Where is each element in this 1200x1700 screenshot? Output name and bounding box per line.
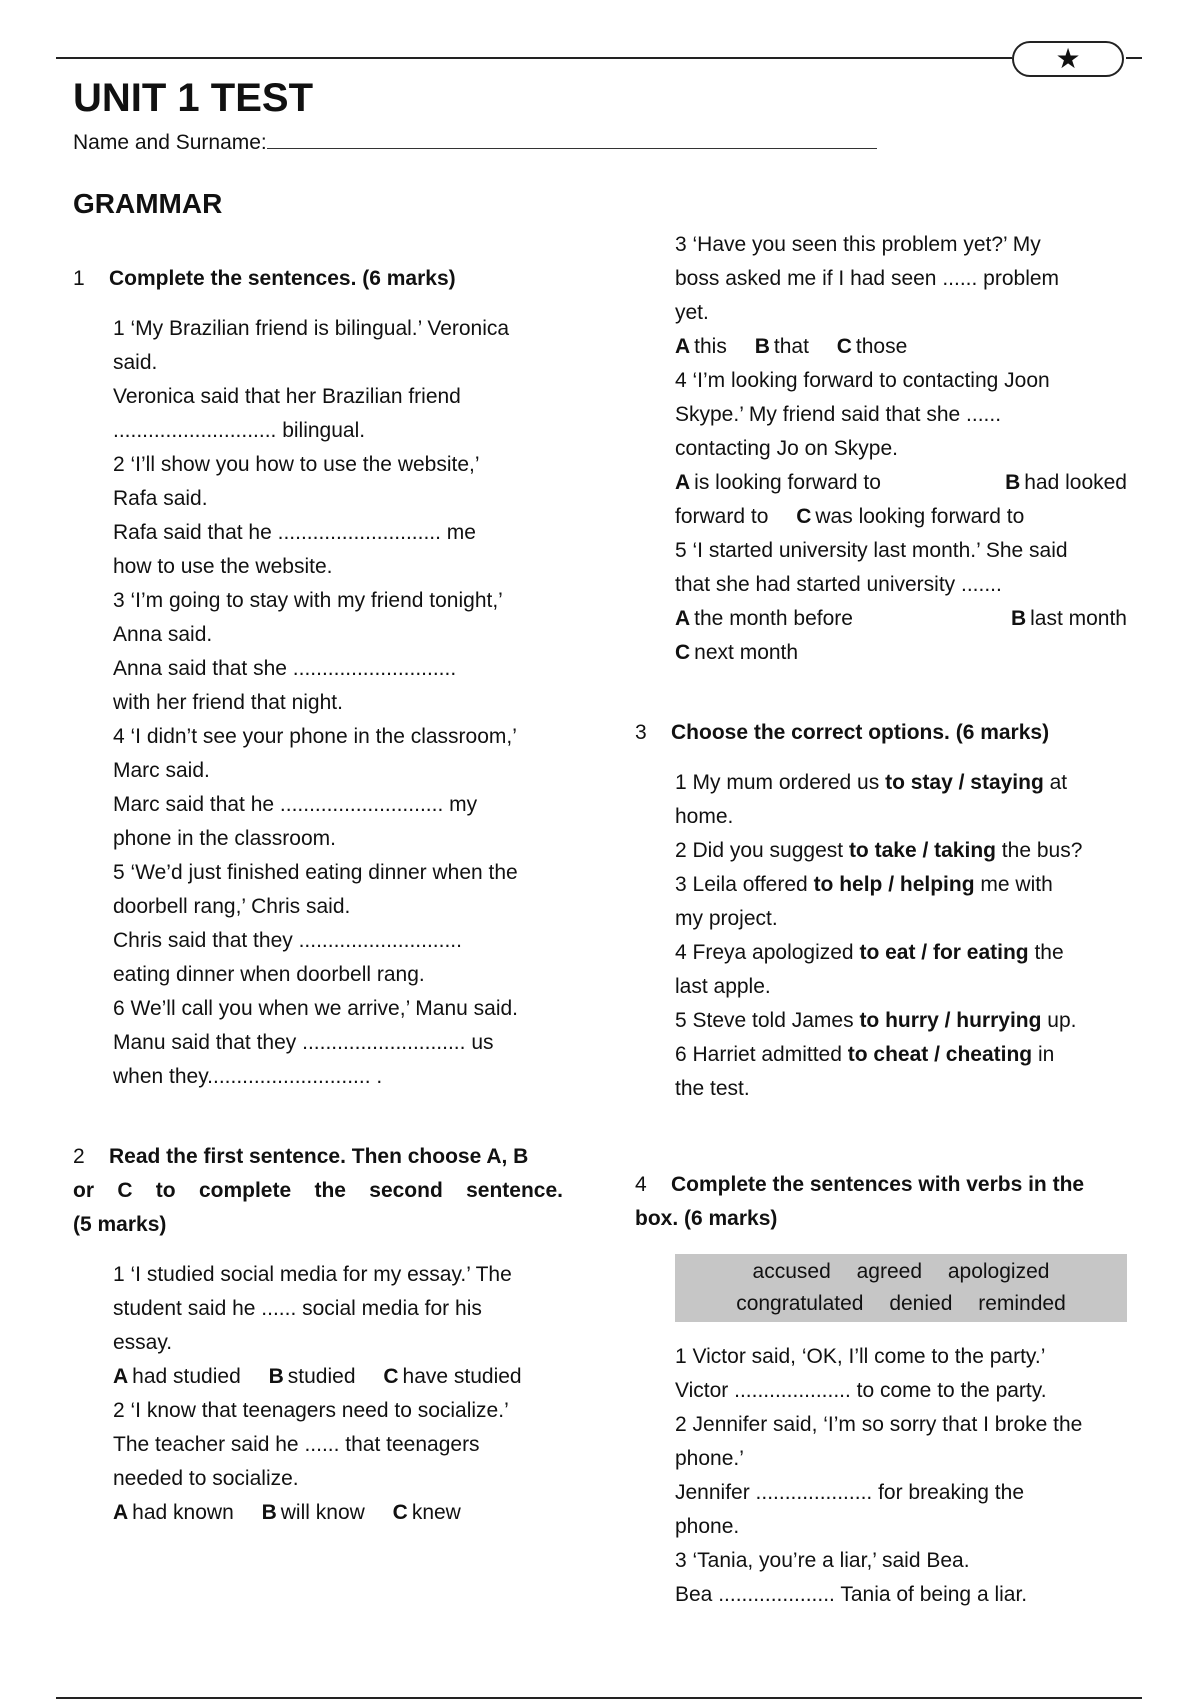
ex3-item-cont: home. (675, 805, 734, 828)
ex1-line: said. (113, 351, 158, 374)
ex4-line: phone. (675, 1515, 740, 1538)
star-icon: ★ (1012, 41, 1124, 77)
ex1-line: Marc said. (113, 759, 210, 782)
ex1-line: doorbell rang,’ Chris said. (113, 895, 351, 918)
ex2-q4-options-line2 (675, 500, 1127, 534)
exercise-2-continued (635, 228, 1127, 670)
option-continuation[interactable]: forward to (675, 505, 769, 528)
word: agreed (856, 1260, 922, 1283)
ex2-q2-options (113, 1496, 563, 1530)
option[interactable]: C those (836, 335, 908, 358)
name-label: Name and Surname: (73, 131, 267, 154)
ex3-item: 6 Harriet admitted to cheat / cheating in (675, 1043, 1055, 1066)
option[interactable]: C knew (392, 1501, 461, 1524)
ex3-item: 3 Leila offered to help / helping me with (675, 873, 1053, 896)
ex1-line[interactable]: Marc said that he ............................ my (113, 793, 478, 816)
ex4-line[interactable]: Jennifer .................... for breaking the (675, 1481, 1024, 1504)
ex1-line: Anna said. (113, 623, 213, 646)
ex3-choice[interactable]: to eat / for eating (859, 941, 1029, 964)
ex1-line: 4 ‘I didn’t see your phone in the classroom,’ (113, 725, 517, 748)
word: accused (752, 1260, 831, 1283)
ex4-line[interactable]: Bea .................... Tania of being a liar. (675, 1583, 1028, 1606)
option[interactable]: C was looking forward to (796, 505, 1025, 528)
ex1-line[interactable]: Chris said that they ............................ (113, 929, 462, 952)
ex3-item-cont: my project. (675, 907, 778, 930)
ex1-line[interactable]: ............................ bilingual. (113, 419, 366, 442)
option[interactable]: A had studied (113, 1365, 241, 1388)
ex2-q1-line: student said he ...... social media for his (113, 1297, 482, 1320)
ex4-line: 3 ‘Tania, you’re a liar,’ said Bea. (675, 1549, 970, 1572)
word: apologized (947, 1260, 1050, 1283)
option[interactable]: A is looking forward to (675, 471, 881, 494)
ex1-line[interactable]: Manu said that they ............................ us (113, 1031, 494, 1054)
option[interactable]: A the month before (675, 607, 853, 630)
option[interactable]: A this (675, 335, 727, 358)
ex1-line: 5 ‘We’d just finished eating dinner when the (113, 861, 518, 884)
ex2-q3-line: 3 ‘Have you seen this problem yet?’ My (675, 233, 1041, 256)
ex1-line[interactable]: Anna said that she ............................ (113, 657, 457, 680)
ex1-line: 1 ‘My Brazilian friend is bilingual.’ Veronica (113, 317, 510, 340)
ex1-line: 6 We’ll call you when we arrive,’ Manu said. (113, 997, 519, 1020)
ex2-q2-line: The teacher said he ...... that teenagers (113, 1433, 480, 1456)
option[interactable]: A had known (113, 1501, 234, 1524)
exercise-2-items (73, 1258, 563, 1530)
ex3-item: 4 Freya apologized to eat / for eating the (675, 941, 1064, 964)
ex2-q1-line: 1 ‘I studied social media for my essay.’ The (113, 1263, 512, 1286)
ex2-q3-options (675, 330, 1127, 364)
ex3-item: 5 Steve told James to hurry / hurrying up. (675, 1009, 1077, 1032)
option[interactable]: B that (754, 335, 809, 358)
ex4-line: 2 Jennifer said, ‘I’m so sorry that I broke the (675, 1413, 1083, 1436)
ex1-line: with her friend that night. (113, 691, 343, 714)
ex1-line: eating dinner when doorbell rang. (113, 963, 425, 986)
exercise-4-heading-line2: box. (6 marks) (635, 1207, 778, 1230)
ex3-choice[interactable]: to hurry / hurrying (859, 1009, 1042, 1032)
ex3-choice[interactable]: to stay / staying (885, 771, 1044, 794)
ex3-item-cont: last apple. (675, 975, 771, 998)
word-box-row (675, 1256, 1127, 1288)
ex1-line: phone in the classroom. (113, 827, 336, 850)
option[interactable]: B studied (268, 1365, 356, 1388)
word: congratulated (736, 1292, 864, 1315)
option[interactable]: B had looked (1005, 471, 1127, 494)
word: reminded (978, 1292, 1066, 1315)
exercise-2-heading-line2: or C to complete the second sentence. (73, 1179, 563, 1202)
ex2-q5-line: 5 ‘I started university last month.’ She said (675, 539, 1068, 562)
word-box-row (675, 1288, 1127, 1320)
exercise-2-heading-line3: (5 marks) (73, 1213, 167, 1236)
ex3-item: 1 My mum ordered us to stay / staying at (675, 771, 1068, 794)
name-blank[interactable] (267, 126, 877, 149)
exercise-4-heading: 4 Complete the sentences with verbs in the (635, 1173, 1085, 1196)
exercise-2-heading: 2 Read the first sentence. Then choose A, B (73, 1145, 529, 1168)
ex4-line: 1 Victor said, ‘OK, I’ll come to the party.’ (675, 1345, 1046, 1368)
option[interactable]: B last month (1010, 607, 1127, 630)
bottom-rule (56, 1697, 1142, 1699)
ex2-q2-line: needed to socialize. (113, 1467, 299, 1490)
exercise-3-heading: 3 Choose the correct options. (6 marks) (635, 721, 1050, 744)
top-rule (56, 57, 1012, 59)
ex2-q3-line: boss asked me if I had seen ...... problem (675, 267, 1060, 290)
ex1-line[interactable]: when they............................ . (113, 1065, 383, 1088)
exercise-1-items (73, 312, 563, 1094)
left-column (73, 262, 563, 1530)
name-field[interactable] (73, 126, 877, 158)
ex2-q3-line: yet. (675, 301, 709, 324)
option[interactable]: C next month (675, 641, 799, 664)
section-title: GRAMMAR (73, 188, 223, 219)
page-title: UNIT 1 TEST (73, 76, 314, 120)
ex3-item-cont: the test. (675, 1077, 750, 1100)
exercise-3-items (635, 766, 1127, 1106)
ex3-choice[interactable]: to help / helping (813, 873, 975, 896)
ex1-line: 2 ‘I’ll show you how to use the website,’ (113, 453, 480, 476)
ex1-line: 3 ‘I’m going to stay with my friend tonight,’ (113, 589, 503, 612)
ex3-choice[interactable]: to cheat / cheating (847, 1043, 1033, 1066)
ex1-line[interactable]: Rafa said that he ............................ me (113, 521, 476, 544)
exercise-1-heading: 1 Complete the sentences. (6 marks) (73, 267, 456, 290)
ex1-line: Veronica said that her Brazilian friend (113, 385, 461, 408)
option[interactable]: B will know (261, 1501, 365, 1524)
ex2-q4-line: Skype.’ My friend said that she ...... (675, 403, 1002, 426)
ex2-q1-line: essay. (113, 1331, 173, 1354)
word-box (675, 1254, 1127, 1322)
ex2-q1-options (113, 1360, 563, 1394)
top-rule-end (1126, 57, 1142, 59)
ex2-q5-options-line2 (675, 636, 1127, 670)
ex3-choice[interactable]: to take / taking (848, 839, 996, 862)
ex2-q4-options (675, 466, 1127, 500)
option[interactable]: C have studied (383, 1365, 522, 1388)
ex2-q4-line: contacting Jo on Skype. (675, 437, 898, 460)
ex3-item: 2 Did you suggest to take / taking the bus? (675, 839, 1083, 862)
ex4-line: phone.’ (675, 1447, 744, 1470)
ex2-q4-line: 4 ‘I’m looking forward to contacting Joon (675, 369, 1050, 392)
ex2-q2-line: 2 ‘I know that teenagers need to socialize.’ (113, 1399, 509, 1422)
ex1-line: Rafa said. (113, 487, 208, 510)
ex4-line[interactable]: Victor .................... to come to the party. (675, 1379, 1047, 1402)
ex2-q5-options (675, 602, 1127, 636)
ex2-q5-line: that she had started university ....... (675, 573, 1002, 596)
word: denied (889, 1292, 953, 1315)
right-column (635, 228, 1127, 1612)
exercise-4-items (635, 1340, 1127, 1612)
ex1-line: how to use the website. (113, 555, 333, 578)
